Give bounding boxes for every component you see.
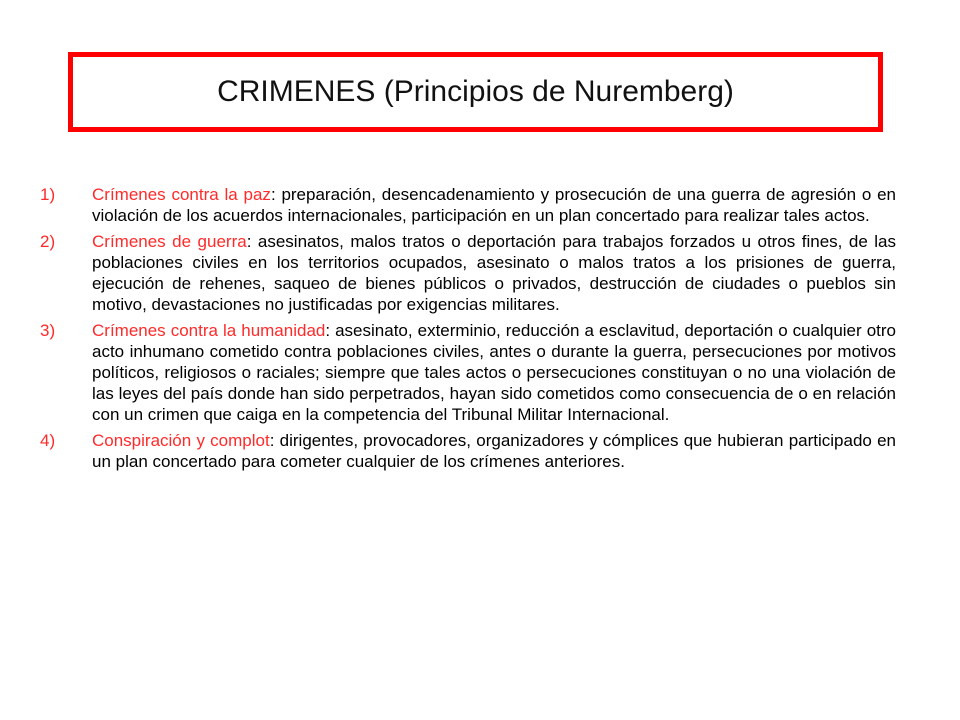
item-term: Crímenes contra la paz bbox=[92, 185, 271, 204]
item-term: Crímenes de guerra bbox=[92, 232, 247, 251]
title-box bbox=[68, 52, 883, 132]
item-text: : preparación, desencadenamiento y prosecución de una guerra de agresión o en violación de los acuerdos internacionales, participación en un plan concertado para realizar tales actos. bbox=[92, 185, 896, 225]
item-number: 4) bbox=[40, 431, 56, 450]
item-body bbox=[92, 184, 896, 226]
item-number: 2) bbox=[40, 232, 56, 251]
list-item-crimes-against-peace bbox=[40, 184, 896, 226]
item-number: 3) bbox=[40, 321, 56, 340]
item-term: Conspiración y complot bbox=[92, 431, 270, 450]
list-item-conspiracy bbox=[40, 430, 896, 472]
item-body bbox=[92, 320, 896, 425]
list-item-war-crimes bbox=[40, 231, 896, 315]
item-number: 1) bbox=[40, 185, 56, 204]
slide-title: CRIMENES (Principios de Nuremberg) bbox=[217, 75, 734, 108]
item-body bbox=[92, 231, 896, 315]
crimes-list bbox=[40, 184, 896, 477]
item-term: Crímenes contra la humanidad bbox=[92, 321, 326, 340]
item-body bbox=[92, 430, 896, 472]
item-text: : asesinato, exterminio, reducción a esclavitud, deportación o cualquier otro acto inhumano cometido contra poblaciones civiles, antes o durante la guerra, persecuciones por motivos políticos, religiosos o raciales; siempre que tales actos o persecuciones constituyan o no una violación de las leyes del país donde han sido perpetrados, hayan sido cometidos como consecuencia de o en relación con un crimen que caiga en la competencia del Tribunal Militar Internacional. bbox=[92, 321, 896, 424]
item-text: : asesinatos, malos tratos o deportación para trabajos forzados u otros fines, de las poblaciones civiles en los territorios ocupados, asesinato o malos tratos a los prisiones de guerra, ejecución de rehenes, saqueo de bienes públicos o privados, destrucción de ciudades o pueblos sin motivo, devastaciones no justificadas por exigencias militares. bbox=[92, 232, 897, 314]
item-text: : dirigentes, provocadores, organizadores y cómplices que hubieran participado en un plan concertado para cometer cualquier de los crímenes anteriores. bbox=[92, 431, 897, 471]
list-item-crimes-against-humanity bbox=[40, 320, 896, 425]
